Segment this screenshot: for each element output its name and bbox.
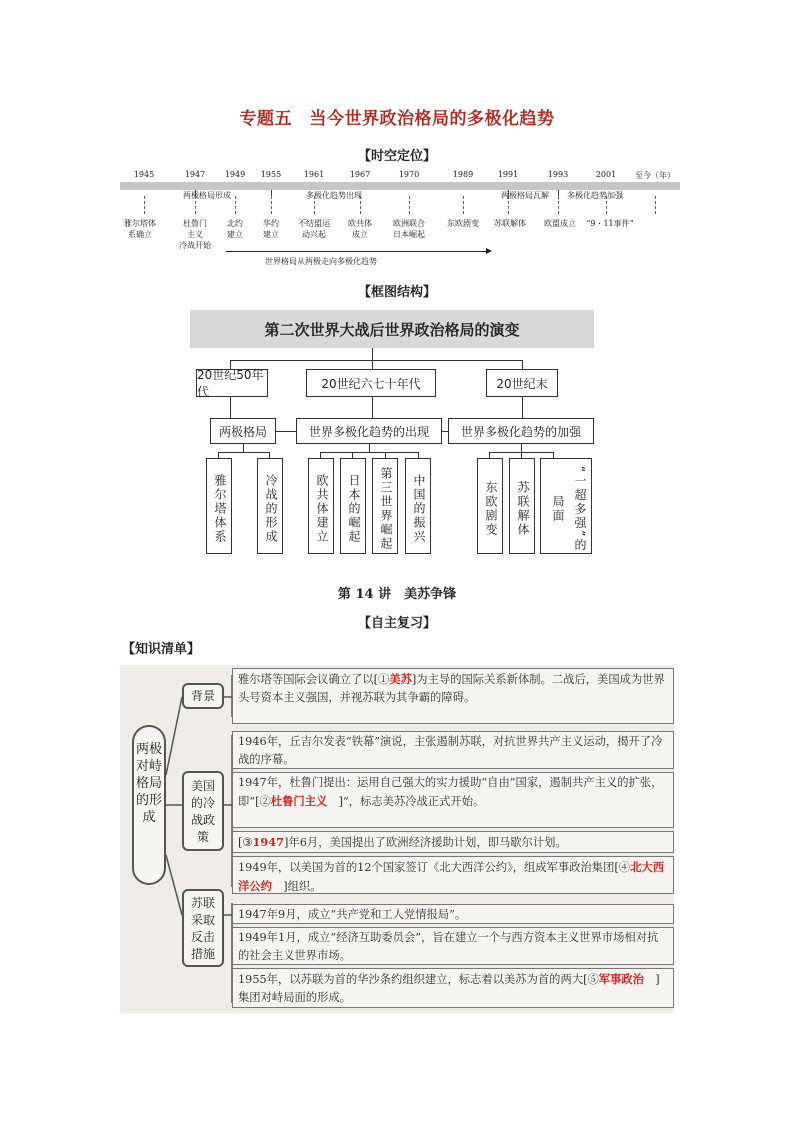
timeline-trend-caption: 世界格局从两极走向多极化趋势	[265, 257, 377, 266]
timeline-event: 欧共体 成立	[348, 219, 372, 239]
leaf-eastern-europe-upheaval: 东欧剧变	[477, 458, 503, 554]
timeline-year: 1955	[260, 170, 282, 179]
timeline-year: 1989	[452, 170, 474, 179]
leaf-china-revival: 中国的振兴	[405, 458, 431, 554]
timeline-year: 1947	[184, 170, 206, 179]
timeline-event: 雅尔塔体 系确立	[124, 219, 156, 239]
timeline-event: 欧洲联合 日本崛起	[393, 219, 425, 239]
timeline-trend-arrow	[226, 251, 486, 252]
answer-5: 军事政治	[598, 972, 644, 986]
timeline-year: 1993	[547, 170, 569, 179]
answer-4: 北大西洋公约	[238, 860, 664, 893]
timeline-event: 杜鲁门 主义 冷战开始	[179, 219, 211, 250]
period-box-1960s-70s: 20世纪六七十年代	[306, 369, 436, 397]
timeline-bar	[120, 182, 680, 190]
timeline-phase: 多极化趋势出现	[306, 191, 362, 200]
timeline-connector	[195, 196, 196, 214]
timeline-year: 至今（年）	[635, 171, 675, 180]
timeline-year: 2001	[595, 170, 617, 179]
timeline-event: 北约 建立	[227, 219, 243, 239]
section-heading-timeline: 【时空定位】	[357, 149, 436, 164]
timeline-event: 欧盟成立	[544, 219, 576, 228]
leaf-one-superpower-many-powers: “一超多强”的局面	[540, 458, 592, 554]
timeline-connector	[360, 196, 361, 214]
answer-2: 杜鲁门主义	[270, 794, 328, 808]
framework-header: 第二次世界大战后世界政治格局的演变	[190, 310, 594, 348]
leaf-japan-rise: 日本的崛起	[340, 458, 366, 554]
timeline-connector	[235, 196, 236, 214]
stage-box-bipolar: 两极格局	[210, 418, 276, 444]
timeline-connector	[655, 196, 656, 214]
note-iron-curtain: 1946年，丘吉尔发表“铁幕”演说，主张遏制苏联，对抗世界共产主义运动，揭开了冷战的序幕。	[232, 731, 674, 769]
timeline-connector	[409, 196, 410, 214]
note-warsaw-pact: 1955年，以苏联为首的华沙条约组织建立，标志着以美苏为首的两大[⑤军事政治 ]集团对峙局面的形成。	[232, 968, 674, 1008]
page-title: 专题五 当今世界政治格局的多极化趋势	[239, 109, 555, 129]
timeline-event: 华约 建立	[263, 219, 279, 239]
leaf-ec-founding: 欧共体建立	[308, 458, 334, 554]
lecture-title: 第 14 讲 美苏争锋	[337, 587, 457, 602]
knowledge-root-bipolar-formation: 两极对峙格局的形成	[132, 725, 166, 885]
timeline-phase: 多极化趋势加强	[567, 191, 623, 200]
knowledge-panel	[120, 665, 674, 1013]
arrow-head-icon	[486, 248, 492, 254]
timeline-phase: 两极格局形成	[183, 191, 231, 200]
period-box-1950s: 20世纪50年代	[196, 369, 268, 397]
timeline-connector	[271, 196, 272, 214]
section-heading-review: 【自主复习】	[357, 616, 436, 631]
note-comecon: 1949年1月，成立“经济互助委员会”，旨在建立一个与西方资本主义世界市场相对抗的社会主义世界市场。	[232, 927, 674, 965]
section-heading-knowledge: 【知识清单】	[122, 642, 201, 657]
framework-diagram	[190, 310, 594, 560]
category-soviet-countermeasures: 苏联采取反击措施	[182, 889, 224, 967]
timeline-event: 不结盟运 动兴起	[298, 219, 330, 239]
timeline-connector	[508, 196, 509, 214]
answer-1: 美苏	[389, 672, 412, 686]
category-us-cold-war-policy: 美国的冷战政策	[182, 771, 224, 851]
leaf-soviet-dissolution: 苏联解体	[509, 458, 535, 554]
timeline	[120, 170, 680, 275]
timeline-year: 1991	[497, 170, 519, 179]
timeline-year: 1967	[349, 170, 371, 179]
timeline-event: 东欧剧变	[447, 219, 479, 228]
note-nato: 1949年，以美国为首的12个国家签订《北大西洋公约》，组成军事政治集团[④北大西洋公约 ]组织。	[232, 856, 674, 894]
note-background: 雅尔塔等国际会议确立了以[①美苏]为主导的国际关系新体制。二战后，美国成为世界头号资本主义强国，并视苏联为其争霸的障碍。	[232, 668, 674, 724]
stage-box-multipolar-emerging: 世界多极化趋势的出现	[296, 418, 442, 444]
section-heading-framework: 【框图结构】	[357, 285, 436, 300]
timeline-year: 1949	[224, 170, 246, 179]
note-truman-doctrine: 1947年，杜鲁门提出：运用自己强大的实力援助“自由”国家，遏制共产主义的扩张，即“[②杜鲁门主义 ]”，标志美苏冷战正式开始。	[232, 772, 674, 828]
answer-3: 1947	[252, 835, 284, 849]
period-box-late-century: 20世纪末	[486, 369, 558, 397]
timeline-year: 1970	[398, 170, 420, 179]
note-marshall-plan: [③1947]年6月，美国提出了欧洲经济援助计划，即马歇尔计划。	[232, 831, 674, 853]
stage-box-multipolar-strengthening: 世界多极化趋势的加强	[448, 418, 594, 444]
timeline-year: 1961	[303, 170, 325, 179]
leaf-third-world-rise: 第三世界崛起	[372, 458, 398, 554]
leaf-cold-war-formation: 冷战的形成	[257, 458, 283, 554]
timeline-connector	[558, 196, 559, 214]
timeline-connector	[463, 196, 464, 214]
timeline-connector	[144, 196, 145, 214]
note-cominform: 1947年9月，成立“共产党和工人党情报局”。	[232, 904, 674, 924]
timeline-event: 苏联解体	[494, 219, 526, 228]
leaf-yalta-system: 雅尔塔体系	[206, 458, 232, 554]
timeline-connector	[606, 196, 607, 214]
timeline-connector	[314, 196, 315, 214]
timeline-event: “9・11事件”	[586, 219, 634, 228]
timeline-year: 1945	[133, 170, 155, 179]
timeline-phase: 两极格局瓦解	[501, 191, 549, 200]
category-background: 背景	[182, 683, 224, 709]
